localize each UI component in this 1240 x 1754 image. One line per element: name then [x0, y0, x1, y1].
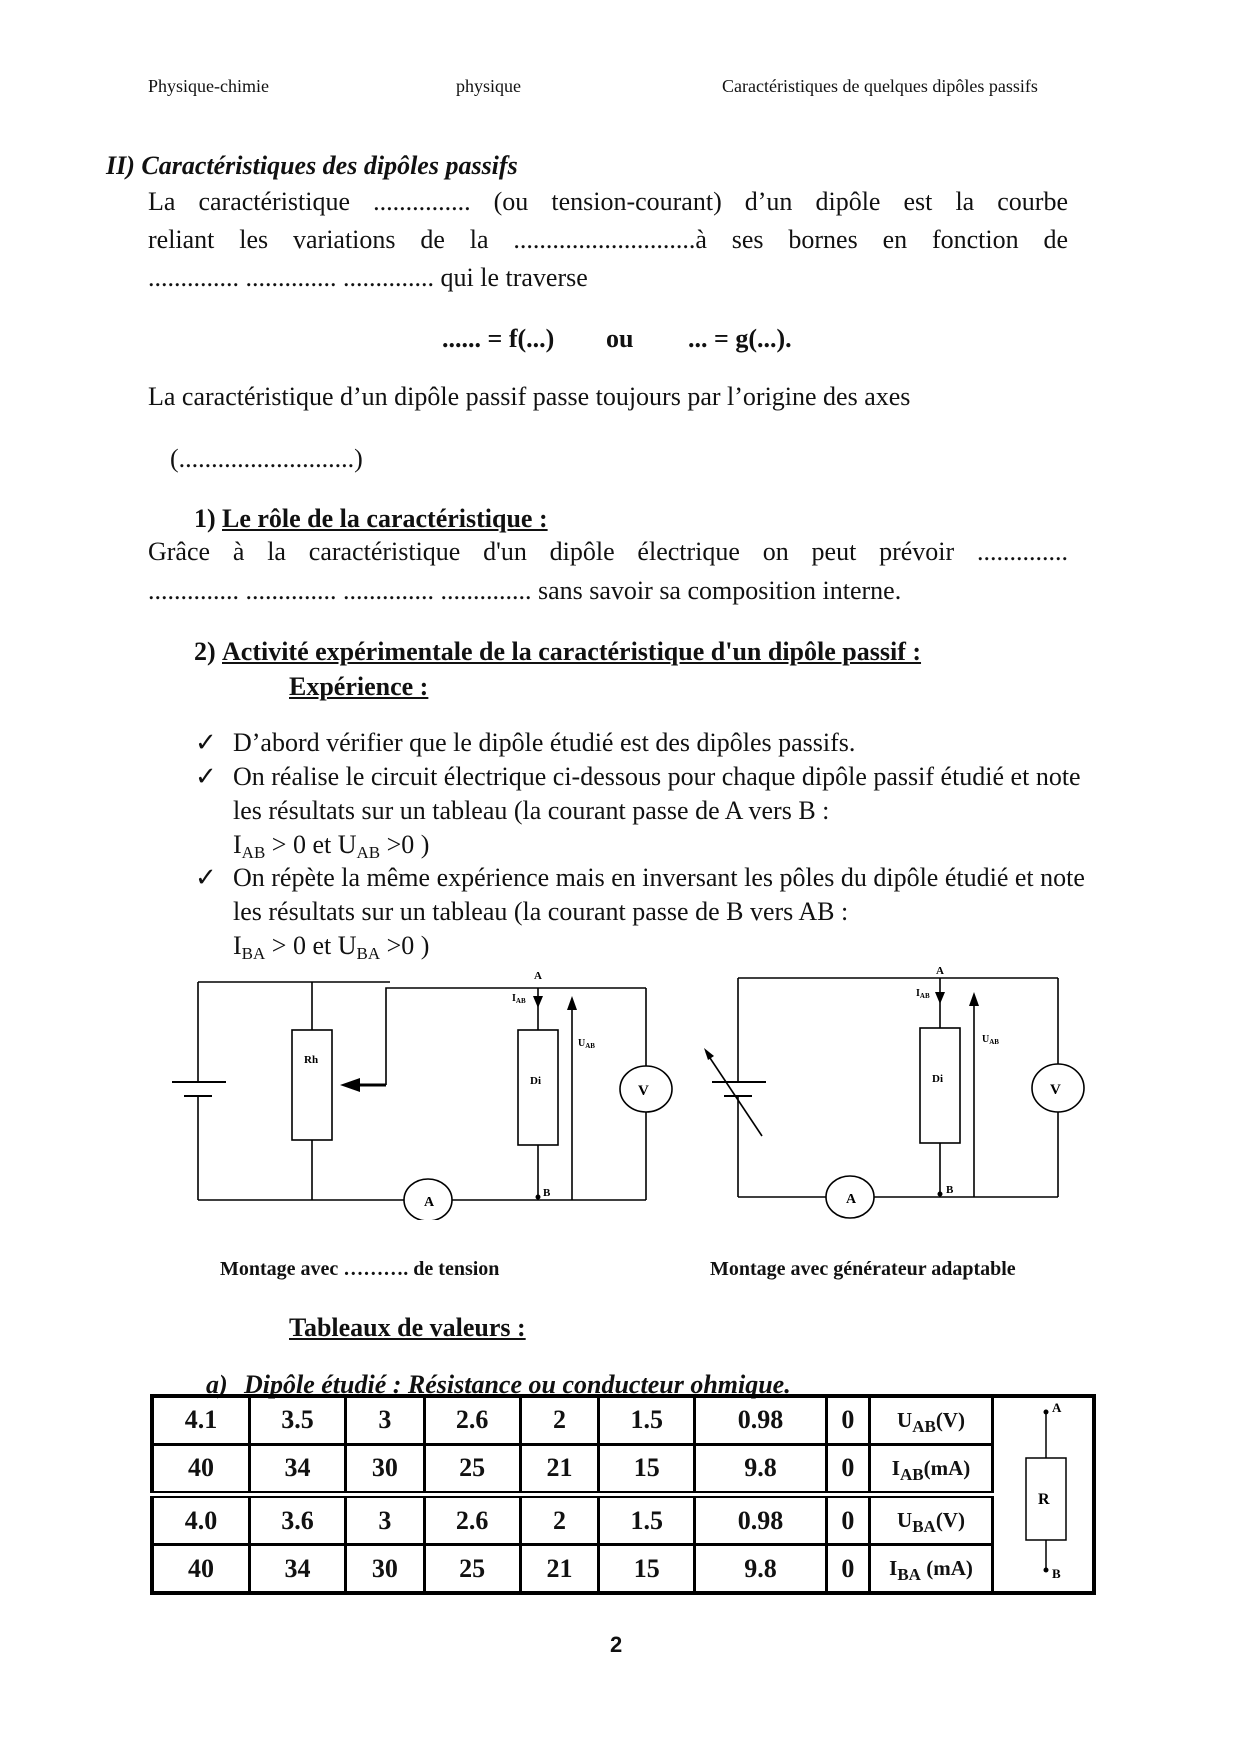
row-label: $U_{BA}(V)$	[870, 1494, 993, 1544]
bullet-2-text: On réalise le circuit électrique ci-dessous pour chaque dipôle passif étudié et note les résultats sur un tableau (la courant passe de A vers B :	[233, 762, 1081, 825]
table-a-label: a)	[206, 1370, 228, 1399]
intro-line-2: reliant les variations de la ............................à ses bornes en fonction de	[148, 225, 1068, 254]
circuit-diagram-adjustable-generator	[700, 960, 1100, 1220]
rheostat-label: Rh	[304, 1054, 319, 1066]
formula-left: ...... = f(...)	[442, 324, 555, 353]
intro-line-3: .............. .............. .............. qui le traverse	[148, 263, 588, 292]
sub1-line-1: Grâce à la caractéristique d'un dipôle électrique on peut prévoir ..............	[148, 537, 1068, 566]
table-row: 40 34 30 25 21 15 9.8 0 $I_{AB}(mA)$	[152, 1444, 1094, 1494]
voltmeter-label: V	[1050, 1082, 1061, 1098]
check-icon: ✓	[195, 728, 217, 757]
sub2-number: 2)	[194, 637, 216, 666]
sub1-line-2: .............. .............. .............. .............. sans savoir sa composition interne.	[148, 576, 902, 605]
point-a: A	[936, 965, 944, 977]
sub2-title: Activité expérimentale de la caractéristique d'un dipôle passif :	[222, 637, 922, 666]
current-label: $I_{AB}$	[512, 993, 526, 1005]
resistor-symbol	[994, 1398, 1092, 1584]
circuit1-caption: Montage avec ………. de tension	[220, 1258, 500, 1280]
table-row: 4.0 3.6 3 2.6 2 1.5 0.98 0 $U_{BA}(V)$	[152, 1494, 1094, 1544]
bullet-3-text: On répète la même expérience mais en inversant les pôles du dipôle étudié et note les résultats sur un tableau (la courant passe de B vers AB :	[233, 863, 1085, 926]
header-subject: Physique-chimie	[148, 76, 269, 96]
point-b: B	[946, 1184, 954, 1196]
resistor-label: R	[1038, 1491, 1050, 1508]
dipole-under-test	[518, 1030, 558, 1145]
adjustable-arrow-icon	[704, 1048, 714, 1060]
point-b: B	[543, 1187, 551, 1199]
header-chapter: Caractéristiques de quelques dipôles passifs	[722, 76, 1038, 96]
point-a: A	[534, 970, 542, 982]
circuit2-caption: Montage avec générateur adaptable	[710, 1258, 1016, 1280]
ammeter-label: A	[846, 1192, 857, 1207]
current-label: $I_{AB}$	[916, 988, 930, 1000]
ammeter-label: A	[424, 1195, 435, 1210]
current-arrow-icon	[935, 992, 945, 1004]
row-label: $U_{AB}(V)$	[870, 1396, 993, 1444]
voltage-arrow-icon	[969, 992, 979, 1006]
page-number: 2	[610, 1632, 623, 1657]
formula-right: ... = g(...).	[688, 324, 792, 353]
resistor-symbol-cell	[993, 1396, 1095, 1593]
header-topic: physique	[456, 76, 521, 96]
voltmeter-label: V	[638, 1083, 649, 1099]
row-label: $I_{AB}(mA)$	[870, 1444, 993, 1494]
voltage-label: $U_{AB}$	[982, 1034, 999, 1046]
terminal-b: B	[1052, 1566, 1061, 1581]
check-icon: ✓	[195, 762, 217, 791]
current-arrow-icon	[533, 996, 543, 1008]
tables-heading: Tableaux de valeurs :	[289, 1313, 526, 1342]
row-label: $I_{BA}$ (mA)	[870, 1545, 993, 1593]
section-title: II) Caractéristiques des dipôles passifs	[106, 151, 518, 180]
sub1-title: Le rôle de la caractéristique :	[222, 504, 548, 533]
dipole-label: Di	[530, 1075, 541, 1087]
circuit-diagram-rheostat	[160, 960, 680, 1220]
sub1-number: 1)	[194, 504, 216, 533]
rheostat-arrow-icon	[340, 1078, 360, 1092]
origin-blank: (...........................)	[170, 444, 363, 473]
dipole-label: Di	[932, 1073, 943, 1085]
rheostat	[292, 1030, 332, 1140]
bullet-1-text: D’abord vérifier que le dipôle étudié est des dipôles passifs.	[233, 728, 856, 757]
values-table	[150, 1394, 1096, 1595]
voltage-arrow-icon	[567, 996, 577, 1010]
check-icon: ✓	[195, 863, 217, 892]
voltage-label: $U_{AB}$	[578, 1038, 595, 1050]
table-row: 4.1 3.5 3 2.6 2 1.5 0.98 0 $U_{AB}(V)$ A R B	[152, 1396, 1094, 1444]
formula-or: ou	[606, 324, 634, 353]
experience-heading: Expérience :	[289, 672, 429, 701]
dipole-under-test	[920, 1028, 960, 1143]
table-row: 40 34 30 25 21 15 9.8 0 $I_{BA}$ (mA)	[152, 1545, 1094, 1593]
intro-line-1: La caractéristique ............... (ou tension-courant) d’un dipôle est la courbe	[148, 187, 1068, 216]
terminal-a: A	[1052, 1400, 1062, 1415]
table-a-title: Dipôle étudié : Résistance ou conducteur ohmique.	[244, 1370, 791, 1399]
origin-line: La caractéristique d’un dipôle passif passe toujours par l’origine des axes	[148, 382, 911, 411]
